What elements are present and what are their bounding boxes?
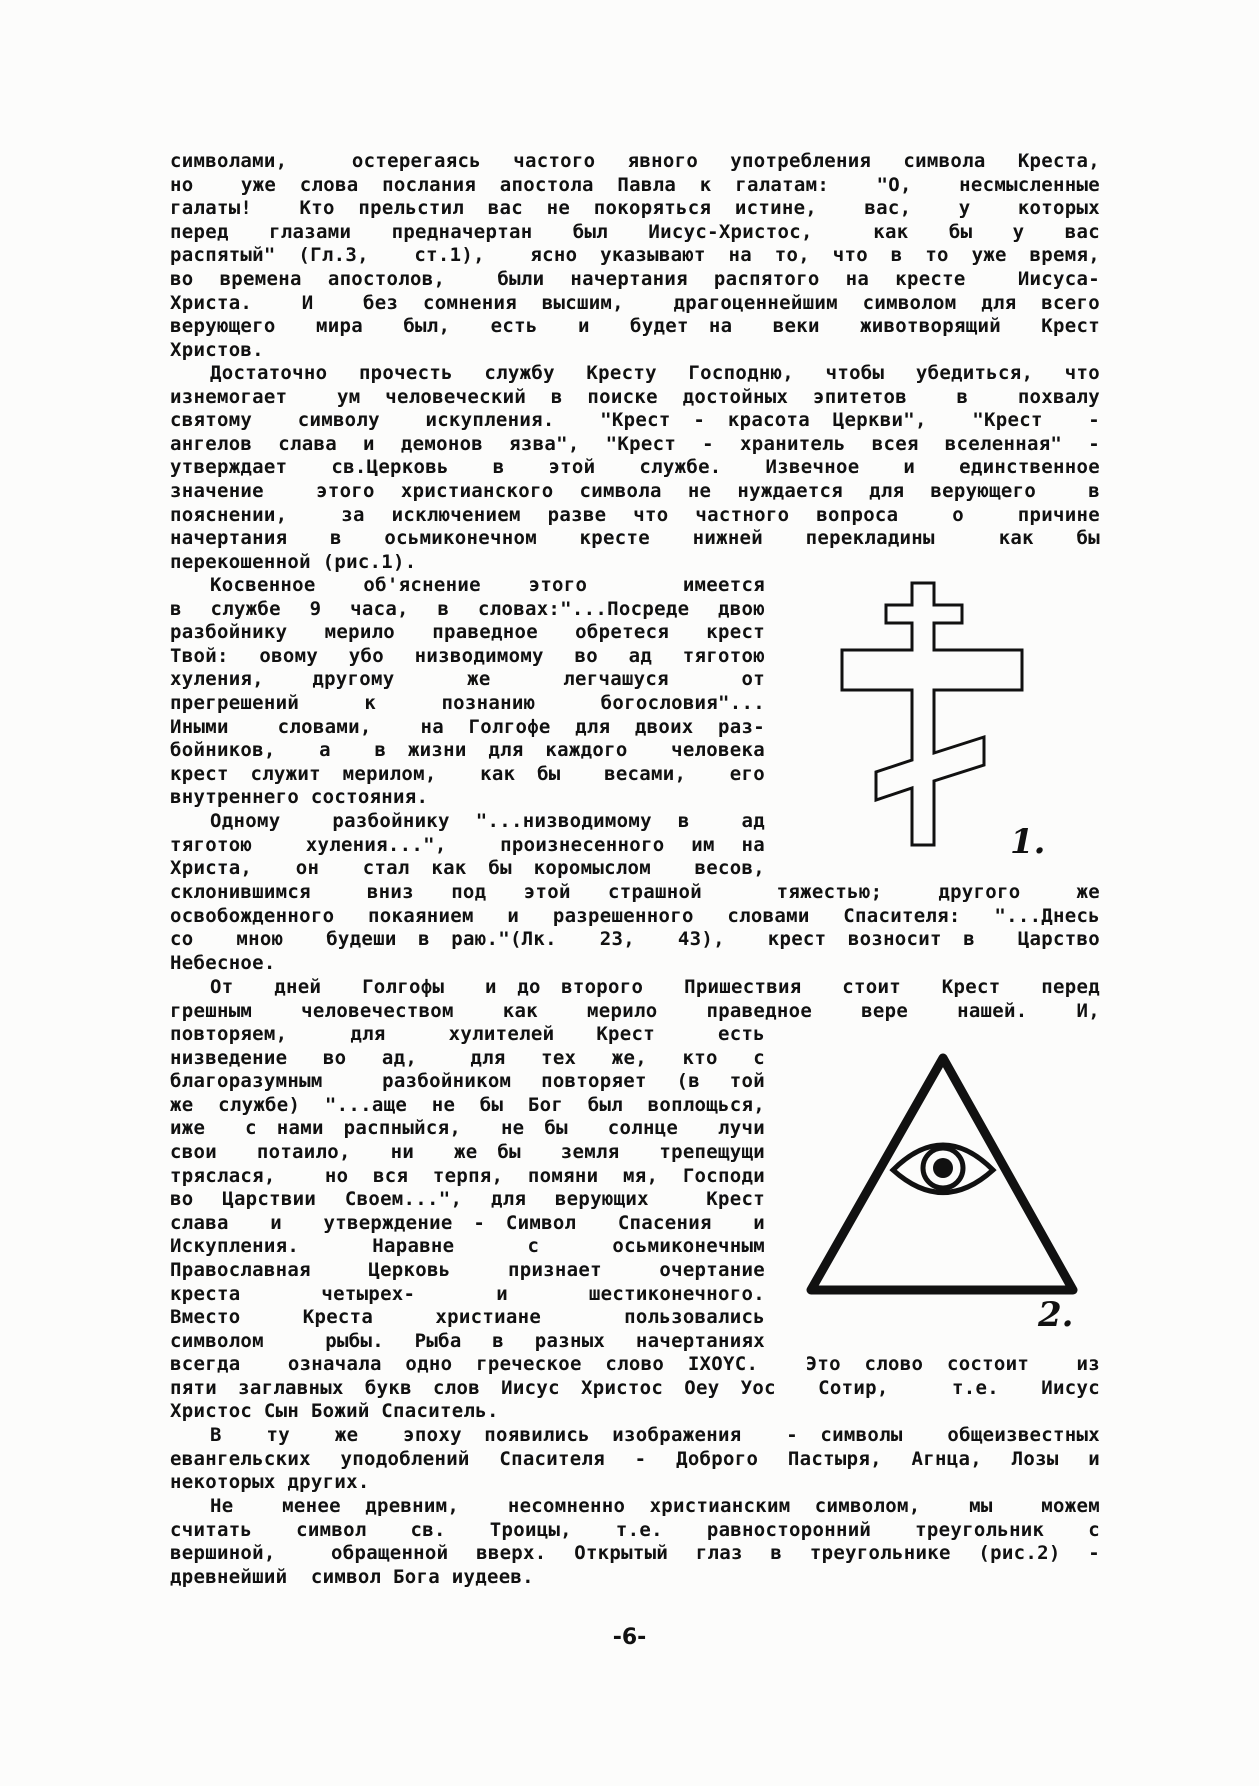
text-line: в службе 9 часа, в словах:"...Посреде двою: [170, 597, 765, 620]
text-line: Христа, он стал как бы коромыслом весов,: [170, 857, 765, 880]
paragraph-4-continued: [170, 881, 1100, 975]
text-line: Не менее древним, несомненно христианским символом, мы можем: [210, 1495, 1100, 1517]
orthodox-cross-icon: [830, 575, 1040, 860]
text-line: бойников, а в жизни для каждого человека: [170, 739, 765, 762]
text-line: разбойнику мерило праведное обретеся крест: [170, 621, 765, 644]
paragraph-2: [170, 362, 1100, 574]
text-line: со мною будеши в раю."(Лк. 23, 43), крест возносит в Царство: [170, 928, 1100, 951]
paragraph-5: [170, 976, 1100, 1023]
text-line: Косвенное об'яснение этого имеется: [210, 574, 765, 596]
text-line: прегрешений к познанию богословия"...: [170, 691, 765, 714]
text-line: древнейший символ Бога иудеев.: [170, 1565, 534, 1588]
text-line: Христов.: [170, 338, 264, 361]
text-line: считать символ св. Троицы, т.е. равносторонний треугольник с: [170, 1518, 1100, 1541]
text-line: грешным человечеством как мерило праведное вере нашей. И,: [170, 999, 1100, 1022]
text-line: значение этого христианского символа не нуждается для верующего в: [170, 479, 1100, 502]
text-line: креста четырех- и шестиконечного.: [170, 1282, 765, 1305]
text-line: распятый" (Гл.3, ст.1), ясно указывают на то, что в то уже время,: [170, 244, 1100, 267]
text-line: изнемогает ум человеческий в поиске достойных эпитетов в похвалу: [170, 385, 1100, 408]
text-line: внутреннего состояния.: [170, 786, 429, 809]
text-line: Христа. И без сомнения высшим, драгоценнейшим символом для всего: [170, 291, 1100, 314]
text-line: символом рыбы. Рыба в разных начертаниях: [170, 1329, 765, 1352]
text-line: хуления, другому же легчашуся от: [170, 668, 765, 691]
text-line: пояснении, за исключением разве что частного вопроса о причине: [170, 503, 1100, 526]
text-line: тяготою хуления...", произнесенного им на: [170, 833, 765, 856]
text-line: Искупления. Наравне с осьмиконечным: [170, 1235, 765, 1258]
text-line: же службе) "...аще не бы Бог был воплощься,: [170, 1093, 765, 1116]
text-line: Вместо Креста христиане пользовались: [170, 1306, 765, 1329]
text-line: В ту же эпоху появились изображения - символы общеизвестных: [210, 1424, 1100, 1446]
text-line: перед глазами предначертан был Иисус-Христос, как бы у вас: [170, 220, 1100, 243]
paragraph-6: [170, 1424, 1100, 1495]
text-line: низведение во ад, для тех же, кто с: [170, 1046, 765, 1069]
paragraph-4: [170, 810, 765, 881]
text-line: Иными словами, на Голгофе для двоих раз-: [170, 715, 765, 738]
text-line: Достаточно прочесть службу Кресту Господню, чтобы убедиться, что: [210, 362, 1100, 384]
paragraph-5-narrow: [170, 1023, 765, 1353]
text-line: во Царствии Своем...", для верующих Крест: [170, 1188, 765, 1211]
paragraph-3: [170, 574, 765, 810]
paragraph-7: [170, 1495, 1100, 1589]
text-line: благоразумным разбойником повторяет (в той: [170, 1070, 765, 1093]
text-line: символами, остерегаясь частого явного употребления символа Креста,: [170, 150, 1100, 172]
text-line: Одному разбойнику "...низводимому в ад: [210, 810, 765, 832]
text-line: тряслася, но вся терпя, помяни мя, Господи: [170, 1164, 765, 1187]
text-line: вершиной, обращенной вверх. Открытый глаз в треугольнике (рис.2) -: [170, 1542, 1100, 1565]
text-line: ангелов слава и демонов язва", "Крест - хранитель всея вселенная" -: [170, 432, 1100, 455]
text-line: некоторых других.: [170, 1471, 370, 1494]
text-line: начертания в осьмиконечном кресте нижней перекладины как бы: [170, 527, 1100, 550]
paragraph-1: [170, 150, 1100, 362]
text-line: Твой: овому убо низводимому во ад тяготою: [170, 644, 765, 667]
text-line: перекошенной (рис.1).: [170, 550, 417, 573]
text-line: свои потаило, ни же бы земля трепещущи: [170, 1140, 765, 1163]
text-line: освобожденного покаянием и разрешенного словами Спасителя: "...Днесь: [170, 904, 1100, 927]
text-line: крест служит мерилом, как бы весами, его: [170, 762, 765, 785]
figure-1-label: 1.: [1010, 822, 1046, 862]
text-line: верующего мира был, есть и будет на веки животворящий Крест: [170, 315, 1100, 338]
text-line: галаты! Кто прельстил вас не покоряться истине, вас, у которых: [170, 197, 1100, 220]
text-line: Православная Церковь признает очертание: [170, 1258, 765, 1281]
figure-2-label: 2.: [1038, 1295, 1074, 1335]
page-number: -6-: [612, 1625, 647, 1650]
text-line: но уже слова послания апостола Павла к галатам: "О, несмысленные: [170, 173, 1100, 196]
text-line: Христос Сын Божий Спаситель.: [170, 1400, 499, 1423]
text-line: склонившимся вниз под этой страшной тяжестью; другого же: [170, 881, 1100, 903]
text-line: иже с нами распныйся, не бы солнце лучи: [170, 1117, 765, 1140]
text-line: От дней Голгофы и до второго Пришествия стоит Крест перед: [210, 976, 1100, 998]
text-line: утверждает св.Церковь в этой службе. Извечное и единственное: [170, 456, 1100, 479]
text-line: святому символу искупления. "Крест - красота Церкви", "Крест -: [170, 409, 1100, 432]
text-line: пяти заглавных букв слов Иисус Христос Оеу Уос Сотир, т.е. Иисус: [170, 1376, 1100, 1399]
text-line: во времена апостолов, были начертания распятого на кресте Иисуса-: [170, 267, 1100, 290]
text-line: повторяем, для хулителей Крест есть: [170, 1023, 765, 1045]
text-line: евангельских уподоблений Спасителя - Доброго Пастыря, Агнца, Лозы и: [170, 1447, 1100, 1470]
text-line: Небесное.: [170, 951, 276, 974]
text-line: слава и утверждение - Символ Спасения и: [170, 1211, 765, 1234]
text-line: всегда означала одно греческое слово IXOYC. Это слово состоит из: [170, 1353, 1100, 1375]
eye-in-triangle-icon: [805, 1050, 1080, 1300]
paragraph-5-continued: [170, 1353, 1100, 1424]
